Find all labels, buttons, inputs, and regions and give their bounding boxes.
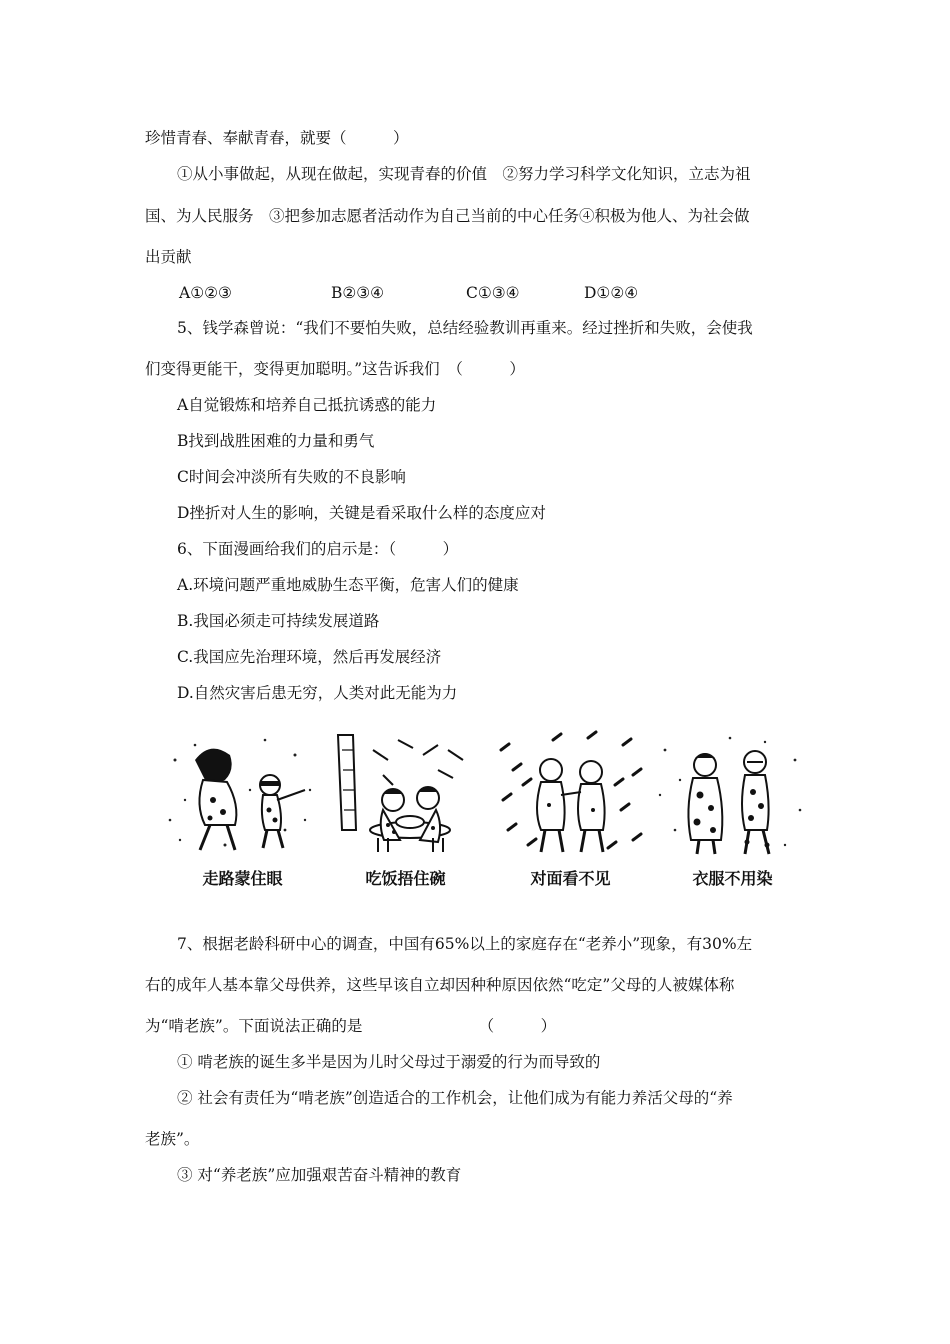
question-6-option-a: A.环境问题严重地威胁生态平衡，危害人们的健康: [177, 576, 519, 594]
comic-caption-4: 衣服不用染: [692, 869, 773, 888]
comic-panel-walking: [165, 730, 320, 895]
question-5-stem-line2: 们变得更能干，变得更加聪明。”这告诉我们 （ ）: [145, 360, 525, 378]
question-7-stem-line1: 7、根据老龄科研中心的调查，中国有65%以上的家庭存在“老养小”现象，有30%左: [177, 935, 753, 953]
comic-caption-2: 吃饭捂住碗: [365, 869, 446, 888]
question-5-option-b: B找到战胜困难的力量和勇气: [177, 432, 375, 450]
question-7-item-1: ① 啃老族的诞生多半是因为儿时父母过于溺爱的行为而导致的: [177, 1053, 601, 1071]
question-5-option-c: C时间会冲淡所有失败的不良影响: [177, 468, 406, 486]
question-4-items-line2: 国、为人民服务 ③把参加志愿者活动作为自己当前的中心任务④积极为他人、为社会做: [145, 207, 750, 225]
cannot-see-opposite-illustration: [493, 730, 648, 860]
comic-panel-face-to-face: [493, 730, 648, 895]
question-4-option-c: C①③④: [466, 284, 520, 302]
question-7-stem-line3: 为“啃老族”。下面说法正确的是 （ ）: [145, 1017, 557, 1035]
pollution-comic: [165, 730, 810, 895]
comic-panel-eating: [328, 730, 483, 895]
question-7-item-2-line1: ② 社会有责任为“啃老族”创造适合的工作机会，让他们成为有能力养活父母的“养: [177, 1089, 733, 1107]
question-6-option-b: B.我国必须走可持续发展道路: [177, 612, 380, 630]
question-6-option-c: C.我国应先治理环境，然后再发展经济: [177, 648, 442, 666]
question-5-option-d: D挫折对人生的影响，关键是看采取什么样的态度应对: [177, 504, 546, 522]
question-4-stem: 珍惜青春、奉献青春，就要（ ）: [145, 129, 409, 147]
question-7-item-3: ③ 对“养老族”应加强艰苦奋斗精神的教育: [177, 1166, 462, 1184]
clothes-stained-illustration: [655, 730, 810, 860]
question-7-stem-line2: 右的成年人基本靠父母供养，这些早该自立却因种种原因依然“吃定”父母的人被媒体称: [145, 976, 735, 994]
question-4-items-line3: 出贡献: [145, 248, 192, 266]
question-4-option-b: B②③④: [331, 284, 385, 302]
question-6-stem: 6、下面漫画给我们的启示是：（ ）: [177, 540, 459, 558]
question-5-option-a: A自觉锻炼和培养自己抵抗诱惑的能力: [177, 396, 437, 414]
comic-caption-1: 走路蒙住眼: [202, 869, 283, 888]
comic-caption-3: 对面看不见: [530, 869, 611, 888]
eating-cover-bowl-illustration: [328, 730, 483, 860]
question-6-option-d: D.自然灾害后患无穷，人类对此无能为力: [177, 684, 458, 702]
walking-blindfold-illustration: [165, 730, 320, 860]
question-5-stem-line1: 5、钱学森曾说：“我们不要怕失败，总结经验教训再重来。经过挫折和失败，会使我: [177, 319, 753, 337]
question-4-items-line1: ①从小事做起，从现在做起，实现青春的价值 ②努力学习科学文化知识，立志为祖: [177, 165, 751, 183]
question-7-item-2-line2: 老族”。: [145, 1130, 200, 1148]
comic-panel-clothes: [655, 730, 810, 895]
question-4-option-a: A①②③: [179, 284, 232, 302]
question-4-option-d: D①②④: [584, 284, 639, 302]
